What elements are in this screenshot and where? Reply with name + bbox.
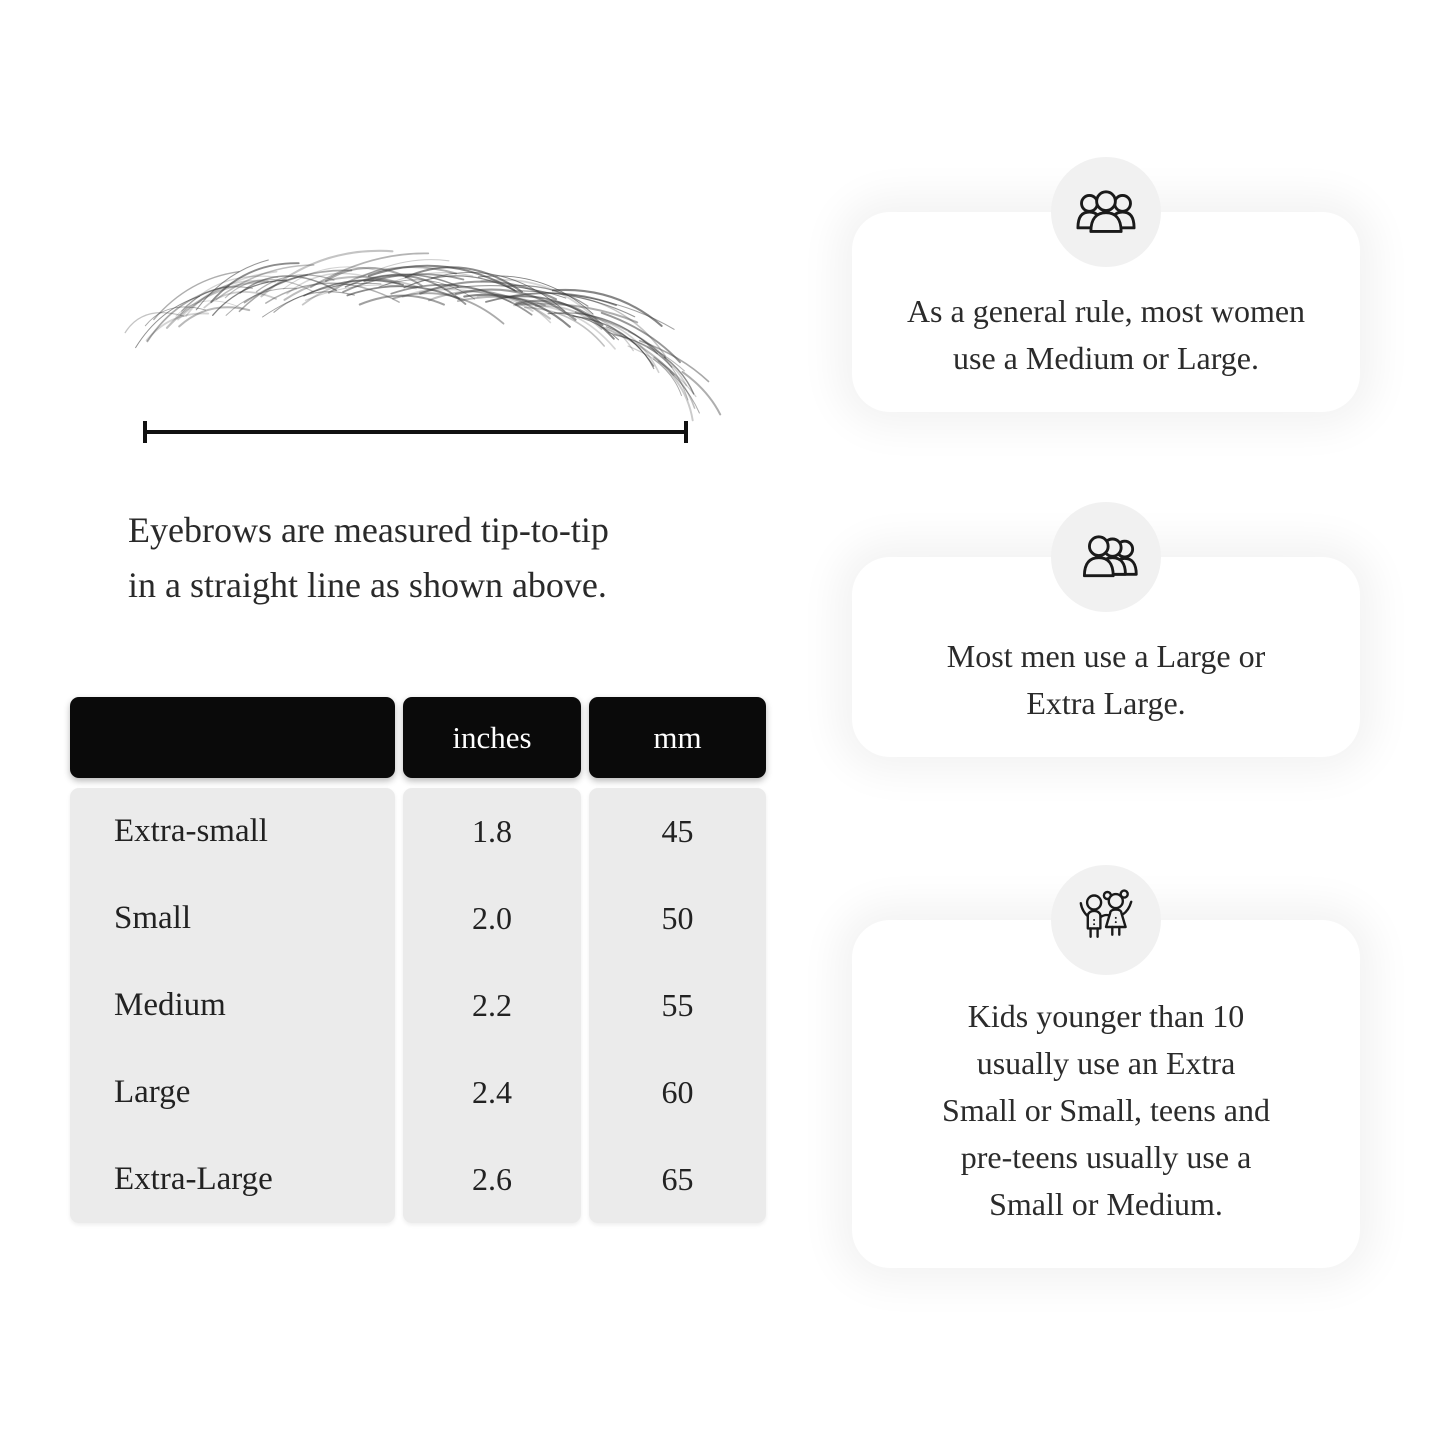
size-table-label-column: [70, 788, 395, 1223]
measurement-caption: [128, 503, 609, 613]
info-card-text-line: use a Medium or Large.: [953, 340, 1259, 376]
size-table-mm-column: [589, 788, 766, 1223]
info-card-text-line: Kids younger than 10: [967, 998, 1245, 1034]
men-group-icon: [1051, 502, 1161, 612]
mm-cell: 50: [661, 900, 694, 936]
info-card-text-line: pre-teens usually use a: [960, 1139, 1252, 1175]
measurement-line: [143, 430, 688, 434]
size-label-cell: Small: [114, 900, 192, 936]
measurement-end-cap-right: [684, 421, 688, 443]
size-label-cell: Extra-Large: [114, 1161, 273, 1197]
inches-cell: 2.0: [472, 900, 512, 936]
info-card-text-line: Small or Medium.: [989, 1186, 1223, 1222]
info-card-women: [852, 212, 1360, 412]
size-table-header: [70, 697, 766, 778]
caption-line: Eyebrows are measured tip-to-tip: [128, 510, 609, 550]
size-table-header-mm: mm: [589, 697, 766, 778]
kids-icon: [1051, 865, 1161, 975]
info-card-text: [942, 993, 1270, 1228]
info-card-text-line: Extra Large.: [1026, 685, 1186, 721]
info-card-text-line: As a general rule, most women: [906, 293, 1306, 329]
inches-cell: 2.4: [472, 1074, 512, 1110]
size-label-cell: Large: [114, 1074, 191, 1110]
info-card-text: [907, 288, 1305, 382]
info-card-text: [947, 633, 1265, 727]
info-card-kids: [852, 920, 1360, 1268]
eyebrow-sketch: [112, 238, 692, 413]
mm-cell: 65: [661, 1161, 694, 1197]
inches-cell: 2.6: [472, 1161, 512, 1197]
info-card-text-line: Most men use a Large or: [946, 638, 1266, 674]
caption-line: in a straight line as shown above.: [128, 565, 607, 605]
size-table-inches-column: [403, 788, 581, 1223]
inches-cell: 2.2: [472, 987, 512, 1023]
size-label-cell: Extra-small: [114, 813, 268, 849]
info-card-text-line: Small or Small, teens and: [942, 1092, 1270, 1128]
mm-cell: 55: [661, 987, 694, 1023]
info-card-men: [852, 557, 1360, 757]
info-card-text-line: usually use an Extra: [976, 1045, 1236, 1081]
size-label-cell: Medium: [114, 987, 226, 1023]
size-table-body: [70, 788, 766, 1223]
mm-cell: 45: [661, 813, 694, 849]
inches-cell: 1.8: [472, 813, 512, 849]
mm-cell: 60: [661, 1074, 694, 1110]
measurement-end-cap-left: [143, 421, 147, 443]
women-group-icon: [1051, 157, 1161, 267]
size-table-header-blank: [70, 697, 395, 778]
size-table-header-inches: inches: [403, 697, 581, 778]
